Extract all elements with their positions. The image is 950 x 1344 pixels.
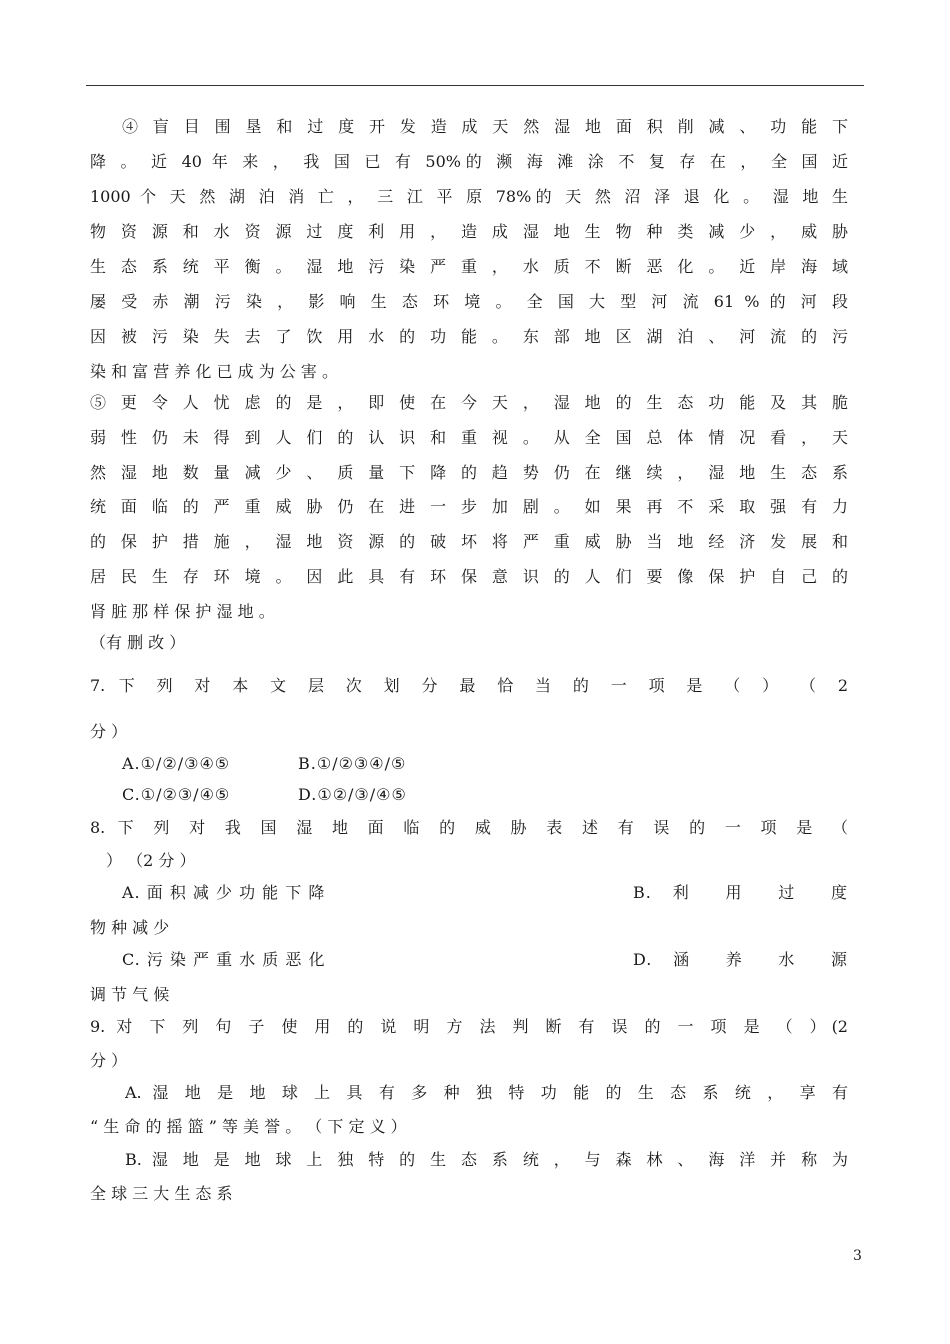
q9-option-b: B. 湿 地 是 地 球 上 独 特 的 生 态 系 统 ， 与 森 林 、 海 洋 并 称 为	[125, 1150, 848, 1169]
q8-stem: 8. 下 列 对 我 国 湿 地 面 临 的 威 胁 表 述 有 误 的 一 项 是 （	[90, 818, 848, 837]
q7-option-c: C.①/②③/④⑤	[122, 785, 231, 804]
q9-stem: 9. 对 下 列 句 子 使 用 的 说 明 方 法 判 断 有 误 的 一 项 是 （ ）(2	[90, 1017, 848, 1036]
q7-stem-cont: 分 ）	[90, 722, 128, 741]
para4-line-7: 因 被 污 染 失 去 了 饮 用 水 的 功 能 。 东 部 地 区 湖 泊 、 河 流 的 污	[90, 327, 848, 346]
header-rule	[86, 85, 864, 86]
q9-option-a-cont: “ 生 命 的 摇 篮 ” 等 美 誉 。 （ 下 定 义 ）	[90, 1117, 407, 1136]
para4-line-4: 物 资 源 和 水 资 源 过 度 利 用 ， 造 成 湿 地 生 物 种 类 减 少 ， 威 胁	[90, 222, 848, 241]
q7-stem: 7. 下 列 对 本 文 层 次 划 分 最 恰 当 的 一 项 是 （ ） （ 2	[90, 676, 848, 695]
para5-line-6: 居 民 生 存 环 境 。 因 此 具 有 环 保 意 识 的 人 们 要 像 保 护 自 己 的	[90, 567, 848, 586]
q8-option-b-cont: 物 种 减 少	[90, 918, 170, 937]
para5-line-7: 肾 脏 那 样 保 护 湿 地 。	[90, 602, 275, 621]
q8-option-b: B. 利 用 过 度	[633, 883, 848, 902]
para5-line-2: 弱 性 仍 未 得 到 人 们 的 认 识 和 重 视 。 从 全 国 总 体 情 况 看 ， 天	[90, 428, 848, 447]
para5-line-1: ⑤ 更 令 人 忧 虑 的 是 ， 即 使 在 今 天 ， 湿 地 的 生 态 功 能 及 其 脆	[90, 393, 848, 412]
para4-line-6: 屡 受 赤 潮 污 染 ， 影 响 生 态 环 境 。 全 国 大 型 河 流 61 % 的 河 段	[90, 292, 848, 311]
q9-stem-cont: 分 ）	[90, 1051, 128, 1070]
q8-option-c: C. 污 染 严 重 水 质 恶 化	[122, 950, 326, 969]
q9-option-b-cont: 全 球 三 大 生 态 系	[90, 1184, 233, 1203]
q8-stem-cont: ） （2 分 ）	[106, 851, 196, 870]
q7-option-a: A.①/②/③④⑤	[122, 754, 231, 773]
q8-option-d: D. 涵 养 水 源	[633, 950, 848, 969]
q7-option-d: D.①②/③/④⑤	[298, 785, 407, 804]
q8-option-d-cont: 调 节 气 候	[90, 985, 170, 1004]
q7-option-b: B.①/②③④/⑤	[298, 754, 407, 773]
q8-option-a: A. 面 积 减 少 功 能 下 降	[122, 883, 326, 902]
para4-line-5: 生 态 系 统 平 衡 。 湿 地 污 染 严 重 ， 水 质 不 断 恶 化 。 近 岸 海 域	[90, 257, 848, 276]
para5-line-3: 然 湿 地 数 量 减 少 、 质 量 下 降 的 趋 势 仍 在 继 续 ， 湿 地 生 态 系	[90, 463, 848, 482]
para4-line-2: 降 。 近 40 年 来 ， 我 国 已 有 50%的 濒 海 滩 涂 不 复 存 在 ， 全 国 近	[90, 152, 848, 171]
para5-line-5: 的 保 护 措 施 ， 湿 地 资 源 的 破 坏 将 严 重 威 胁 当 地 经 济 发 展 和	[90, 532, 848, 551]
q9-option-a: A. 湿 地 是 地 球 上 具 有 多 种 独 特 功 能 的 生 态 系 统 ， 享 有	[125, 1083, 848, 1102]
para5-line-4: 统 面 临 的 严 重 威 胁 仍 在 进 一 步 加 剧 。 如 果 再 不 采 取 强 有 力	[90, 497, 848, 516]
para4-line-8: 染 和 富 营 养 化 已 成 为 公 害 。	[90, 362, 338, 381]
para4-line-1: ④ 盲 目 围 垦 和 过 度 开 发 造 成 天 然 湿 地 面 积 削 减 、 功 能 下	[122, 117, 848, 136]
source-note: （有 删 改 ）	[90, 633, 186, 652]
para4-line-3: 1000 个 天 然 湖 泊 消 亡 ， 三 江 平 原 78%的 天 然 沼 泽 退 化 。 湿 地 生	[90, 187, 848, 206]
page-number: 3	[853, 1248, 862, 1264]
